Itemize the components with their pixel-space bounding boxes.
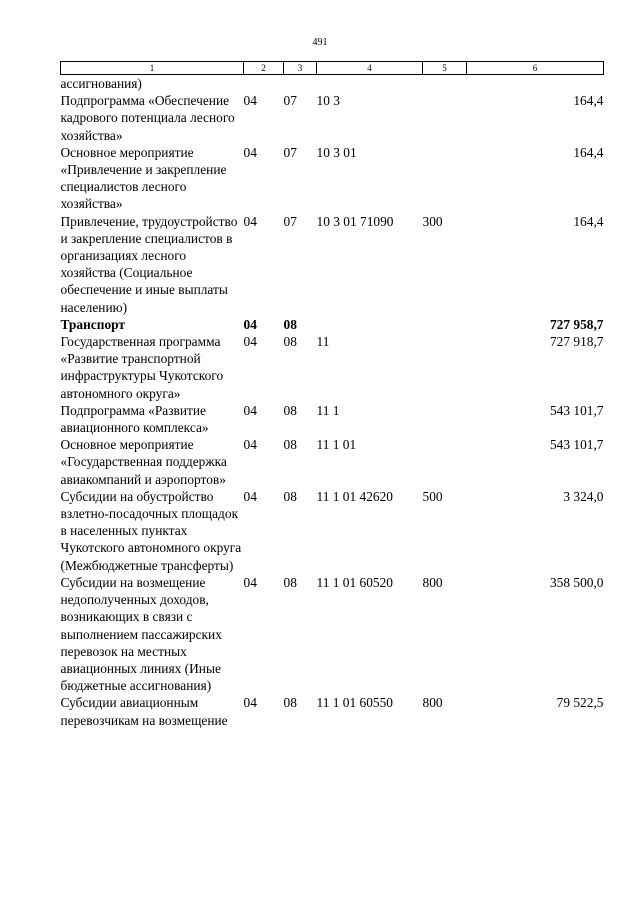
row-name: Субсидии авиационным перевозчикам на возмещение: [60, 695, 228, 728]
row-expense-type: [423, 75, 467, 93]
table-row: [61, 436, 604, 488]
row-amount: 543 101,7: [549, 402, 604, 418]
row-target-article: 11 1 01: [316, 437, 357, 453]
row-name: Подпрограмма «Обеспечение кадрового потенциала лесного хозяйства»: [60, 93, 235, 143]
row-subsection: 07: [283, 144, 297, 160]
row-subsection: [284, 75, 317, 93]
row-subsection: 08: [283, 316, 297, 332]
row-section: 04: [243, 488, 257, 504]
row-name: Субсидии на обустройство взлетно-посадочных площадок в населенных пунктах Чукотского автономного округа (Межбюджетные трансферты): [60, 488, 242, 573]
row-subsection: 08: [283, 488, 297, 504]
table-row: [61, 488, 604, 574]
column-header-amount: 6: [467, 62, 604, 75]
row-expense-type: [423, 402, 467, 436]
row-expense-type: 500: [422, 488, 443, 504]
row-subsection: 08: [283, 574, 297, 590]
row-expense-type: 300: [422, 213, 443, 229]
table-row: [61, 144, 604, 213]
table-row: [61, 75, 604, 93]
table-row: [61, 92, 604, 144]
row-amount: 164,4: [573, 93, 604, 109]
row-name: Привлечение, трудоустройство и закрепление специалистов в организациях лесного хозяйства (Социальное обеспечение и иные выплаты населению): [60, 213, 238, 315]
row-target-article: 10 3 01: [316, 144, 357, 160]
row-target-article: 11 1 01 60550: [316, 695, 393, 711]
table-row: [61, 333, 604, 402]
row-subsection: 07: [283, 213, 297, 229]
row-section: 04: [243, 316, 257, 332]
row-name: ассигнования): [60, 76, 142, 91]
row-amount: 727 958,7: [549, 316, 604, 332]
column-header-expense-type: 5: [423, 62, 467, 75]
table-row: [61, 574, 604, 694]
page-number: 491: [312, 37, 328, 48]
row-name: Основное мероприятие «Привлечение и закрепление специалистов лесного хозяйства»: [60, 144, 227, 212]
row-name: Основное мероприятие «Государственная поддержка авиакомпаний и аэропортов»: [60, 437, 227, 487]
row-section: 04: [243, 402, 257, 418]
row-amount: 543 101,7: [549, 437, 604, 453]
row-amount: 164,4: [573, 144, 604, 160]
row-section: 04: [243, 93, 257, 109]
row-section: 04: [243, 695, 257, 711]
table-row: [61, 694, 604, 728]
row-amount: 164,4: [573, 213, 604, 229]
row-target-article: [317, 316, 423, 333]
row-subsection: 07: [283, 93, 297, 109]
row-section: 04: [243, 213, 257, 229]
row-target-article: 11 1: [316, 402, 340, 418]
row-subsection: 08: [283, 695, 297, 711]
row-name: Государственная программа «Развитие транспортной инфраструктуры Чукотского автономного округа»: [60, 334, 224, 401]
row-section: 04: [243, 334, 257, 350]
row-target-article: [317, 75, 423, 93]
row-expense-type: [423, 436, 467, 488]
row-target-article: 10 3 01 71090: [316, 213, 394, 229]
row-section: 04: [243, 144, 257, 160]
row-amount: 727 918,7: [549, 334, 604, 350]
row-amount: 358 500,0: [549, 574, 604, 590]
row-expense-type: 800: [422, 695, 443, 711]
row-name: Подпрограмма «Развитие авиационного комплекса»: [60, 402, 209, 436]
column-header-target-article: 4: [317, 62, 423, 75]
row-amount: 79 522,5: [556, 695, 604, 711]
row-name: Транспорт: [60, 316, 125, 332]
row-expense-type: [423, 316, 467, 333]
table-row-section-total: [61, 316, 604, 333]
row-name: Субсидии на возмещение недополученных доходов, возникающих в связи с выполнением пассажирских перевозок на местных авиационных линиях (Иные бюджетные ассигнования): [60, 574, 222, 694]
row-section: 04: [243, 437, 257, 453]
row-section: [244, 75, 284, 93]
column-header-subsection: 3: [284, 62, 317, 75]
table-row: [61, 402, 604, 436]
row-subsection: 08: [283, 402, 297, 418]
row-amount: [467, 75, 604, 93]
row-target-article: 10 3: [316, 93, 340, 109]
column-header-section: 2: [244, 62, 284, 75]
budget-table: [60, 61, 604, 729]
row-section: 04: [243, 574, 257, 590]
row-target-article: 11 1 01 60520: [316, 574, 393, 590]
row-expense-type: [423, 144, 467, 213]
table-row: [61, 213, 604, 316]
row-expense-type: [423, 92, 467, 144]
row-subsection: 08: [283, 334, 297, 350]
row-target-article: 11 1 01 42620: [316, 488, 393, 504]
row-amount: 3 324,0: [563, 488, 604, 504]
row-expense-type: [423, 333, 467, 402]
row-target-article: 11: [316, 334, 330, 350]
column-header-name: 1: [61, 62, 244, 75]
row-subsection: 08: [283, 437, 297, 453]
header-row: [61, 62, 604, 75]
row-expense-type: 800: [422, 574, 443, 590]
